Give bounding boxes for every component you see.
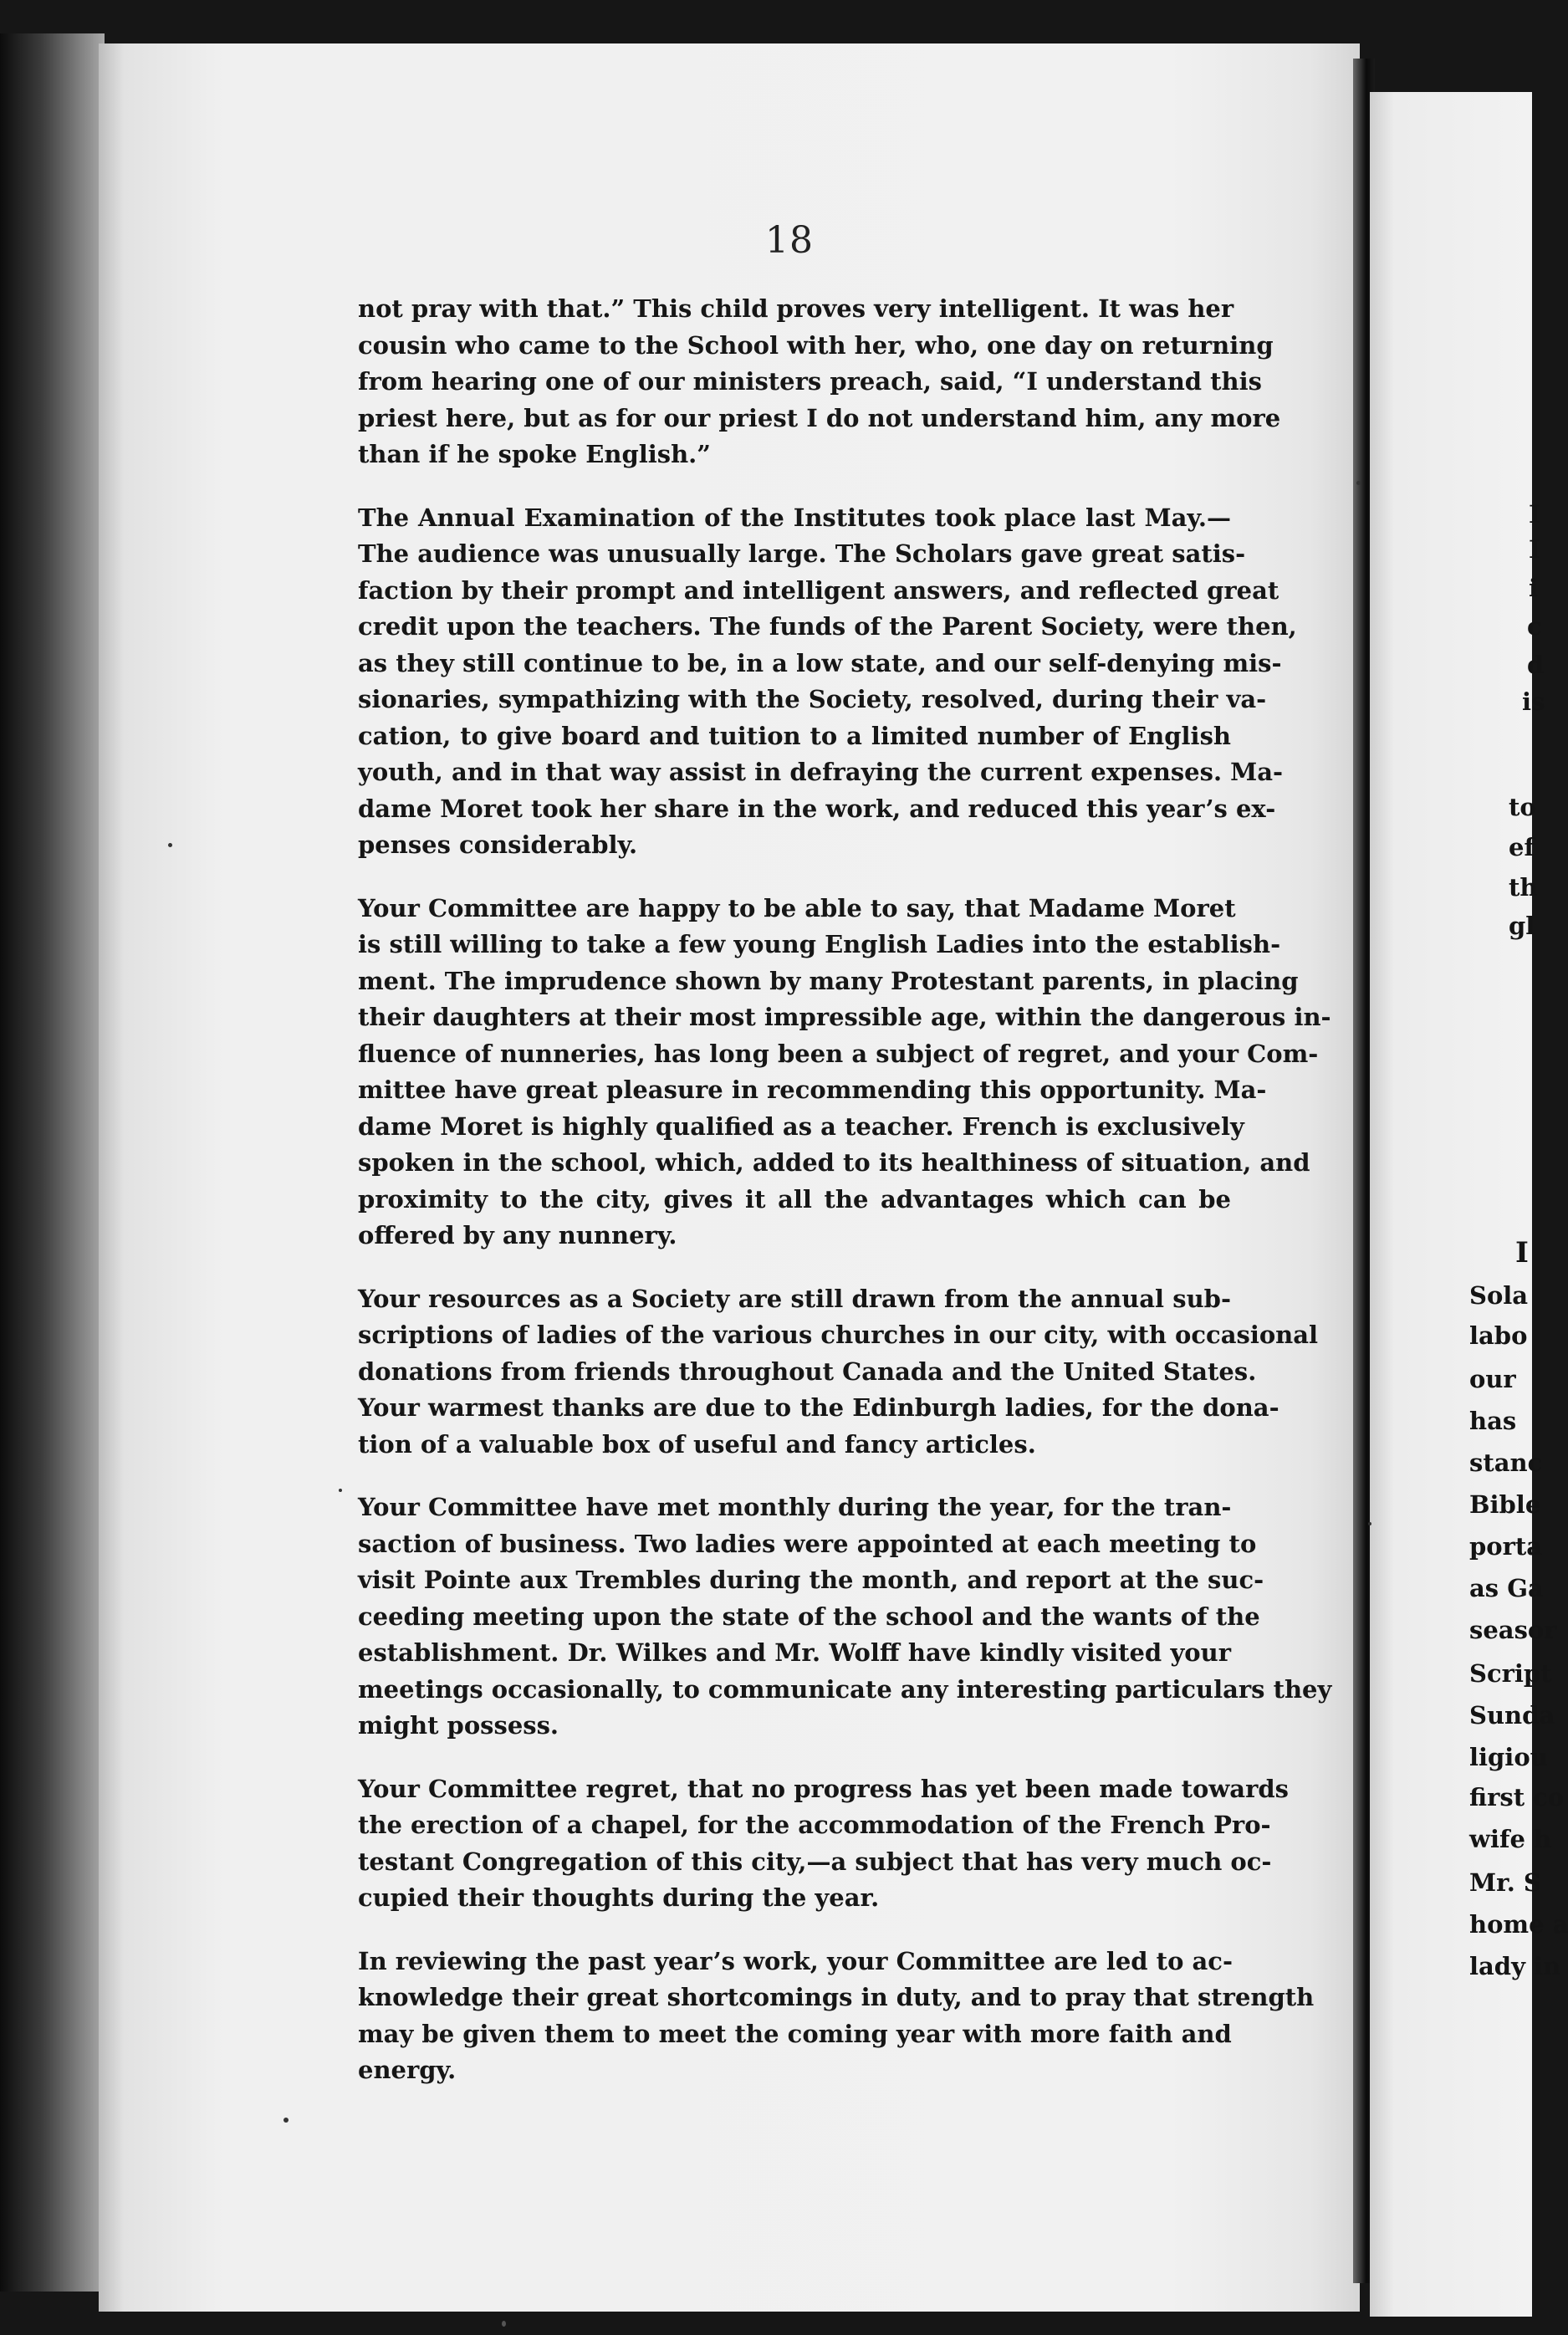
dust-speck — [1356, 481, 1361, 485]
text-line: spoken in the school, which, added to its healthiness of situation, and — [358, 1148, 1310, 1177]
dust-speck — [339, 1489, 342, 1492]
text-line: In reviewing the past year’s work, your Committee are led to ac- — [358, 1946, 1233, 1975]
text-line: establishment. Dr. Wilkes and Mr. Wolff have kindly visited your — [358, 1638, 1231, 1667]
text-line: Your Committee are happy to be able to say, that Madame Moret — [358, 893, 1236, 922]
facing-text-fragment: has — [1469, 1407, 1517, 1435]
text-line: as they still continue to be, in a low state, and our self-denying mis- — [358, 648, 1282, 677]
right-page-edge — [1370, 92, 1532, 2317]
text-line: faction by their prompt and intelligent answers, and reflected great — [358, 575, 1279, 605]
facing-text-fragment: I — [1529, 535, 1540, 564]
facing-text-fragment: lady in — [1469, 1952, 1561, 1980]
text-line: dame Moret is highly qualified as a teacher. French is exclusively — [358, 1111, 1244, 1141]
text-line: not pray with that.” This child proves very intelligent. It was her — [358, 294, 1234, 323]
text-line: ceeding meeting upon the state of the school and the wants of the — [358, 1602, 1260, 1631]
text-line: Your Committee have met monthly during the year, for the tran- — [358, 1493, 1232, 1521]
facing-text-fragment: wife h — [1469, 1825, 1552, 1853]
paragraph — [358, 1771, 1289, 1917]
dust-speck — [1368, 1522, 1371, 1525]
facing-text-fragment: I — [1515, 1236, 1529, 1270]
facing-text-fragment: labo — [1469, 1321, 1528, 1350]
text-line: ment. The imprudence shown by many Protestant parents, in placing — [358, 966, 1299, 995]
facing-text-fragment: Sunda — [1469, 1701, 1555, 1730]
facing-text-fragment: I — [1529, 500, 1540, 529]
facing-text-fragment: Mr. S — [1469, 1868, 1541, 1897]
text-line: the erection of a chapel, for the accommodation of the French Pro- — [358, 1811, 1271, 1839]
text-line: energy. — [358, 2056, 457, 2084]
text-line: Your resources as a Society are still drawn from the annual sub- — [358, 1284, 1231, 1313]
text-line: Your Committee regret, that no progress has yet been made towards — [358, 1774, 1289, 1803]
paragraph — [358, 1489, 1332, 1745]
text-line: cousin who came to the School with her, who, one day on returning — [358, 330, 1274, 360]
text-line: tion of a valuable box of useful and fancy articles. — [358, 1429, 1036, 1459]
text-line: might possess. — [358, 1711, 559, 1740]
text-line: sionaries, sympathizing with the Society, resolved, during their va- — [358, 685, 1267, 713]
paragraph — [358, 1944, 1315, 2089]
text-line: may be given them to meet the coming year with more faith and — [358, 2019, 1232, 2048]
text-line: priest here, but as for our priest I do not understand him, any more — [358, 403, 1281, 432]
paragraph — [358, 891, 1331, 1254]
dust-speck — [168, 843, 172, 847]
facing-text-fragment: Script — [1469, 1659, 1552, 1688]
text-line: cupied their thoughts during the year. — [358, 1883, 880, 1912]
text-line: youth, and in that way assist in defraying the current expenses. Ma- — [358, 758, 1284, 786]
facing-text-fragment: porta — [1469, 1532, 1543, 1561]
paragraph — [358, 1281, 1319, 1464]
facing-text-fragment: home a — [1469, 1910, 1568, 1939]
facing-text-fragment: gl — [1509, 912, 1535, 940]
text-line: dame Moret took her share in the work, and reduced this year’s ex- — [358, 794, 1276, 823]
facing-text-fragment: c — [1527, 612, 1542, 641]
text-line: visit Pointe aux Trembles during the month, and report at the suc- — [358, 1566, 1264, 1594]
text-line: cation, to give board and tuition to a limited number of English — [358, 721, 1231, 750]
facing-text-fragment: to — [1509, 793, 1536, 821]
facing-text-fragment: as Ga — [1469, 1574, 1544, 1602]
text-line: penses considerably. — [358, 830, 638, 859]
paragraph — [358, 291, 1281, 473]
text-line: their daughters at their most impressible age, within the dangerous in- — [358, 1003, 1331, 1031]
text-line: credit upon the teachers. The funds of the Parent Society, were then, — [358, 612, 1297, 641]
text-line: knowledge their great shortcomings in duty, and to pray that strength — [358, 1983, 1315, 2011]
text-line: Your warmest thanks are due to the Edinburgh ladies, for the dona- — [358, 1393, 1279, 1422]
text-line: testant Congregation of this city,—a subject that has very much oc- — [358, 1847, 1272, 1876]
facing-text-fragment: first co — [1469, 1783, 1565, 1811]
facing-text-fragment: ef — [1509, 833, 1535, 861]
text-line: than if he spoke English.” — [358, 440, 711, 468]
text-line: saction of business. Two ladies were appointed at each meeting to — [358, 1529, 1257, 1558]
facing-text-fragment: ligiou — [1469, 1743, 1548, 1771]
text-line: donations from friends throughout Canada and the United States. — [358, 1357, 1257, 1386]
facing-text-fragment: th — [1509, 873, 1538, 902]
text-line: scriptions of ladies of the various churches in our city, with occasional — [358, 1321, 1319, 1349]
facing-text-fragment: Bible — [1469, 1490, 1541, 1519]
dust-speck — [502, 2321, 506, 2327]
paragraph — [358, 500, 1297, 864]
facing-text-fragment: seasor — [1469, 1616, 1557, 1644]
text-line: is still willing to take a few young English Ladies into the establish- — [358, 930, 1281, 958]
left-book-edge — [0, 33, 105, 2292]
dust-speck — [283, 2118, 289, 2123]
text-line: fluence of nunneries, has long been a subject of regret, and your Com- — [358, 1039, 1319, 1068]
text-line: proximity to the city, gives it all the advantages which can be — [358, 1184, 1231, 1213]
scanned-book-spread: 18 not pray with that.” This child proves very intelligent. It was her cousin who came to the School with her, who, one day on returning from hearing one of our ministers preach, said, “I understand this priest here, but as for our priest I do not understand him, any more than if he spoke English.” The Annual Examination of the Institutes took place last May.— The audience was unusually large. The Scholars gave great satis- faction by their prompt and intelligent answers, and reflected great credit upon the teachers. The funds of the Parent Society, were then, as they still continue to be, in a low state, and our self-denying mis- sionaries, sympathizing with the Society, resolved, during their va- cation, to give board and tuition to a limited number of English youth, and in that way assist in defraying the current expenses. Ma- dame Moret took her share in the work, and reduced this year’s ex- penses considerably. Your Committee are happy to be able to say, that Madame Moret is still willing to take a few young English Ladies into the establish- ment. The imprudence shown by many Protestant parents, in placing their daughters at their most impressible age, within the dangerous in- fluence of nunneries, has long been a subject of regret, and your Com- mittee have great pleasure in recommending this opportunity. Ma- dame Moret is highly qualified as a teacher. French is exclusively spoken in the school, which, added to its healthiness of situation, and proximity to the city, gives it all the advantages which can be offered by any nunnery. Your resources as a Society are still drawn from the annual sub- scriptions of ladies of the various churches in our city, with occasional donations from friends throughout Canada and the United States. Your warmest thanks are due to the Edinburgh ladies, for the dona- tion of a valuable box of useful and fancy articles. Your Committee have met monthly during the year, for the tran- saction of business. Two ladies were appointed at each meeting to visit Pointe aux Trembles during the month, and report at the suc- ceeding meeting upon the state of the school and the wants of the establishment. Dr. Wilkes and Mr. Wolff have kindly visited your meetings occasionally, to communicate any interesting particulars they might possess. Your Committee regret, that no progress has yet been made towards the erection of a chapel, for the accommodation of the French Pro- testant Congregation of this city,—a subject that has very much oc- cupied their thoughts during the year. In reviewing the past year’s work, your Committee are led to ac- knowledge their great shortcomings in duty, and to pray that strength may be given them to meet the coming year with more faith and energy. I I i c d is to ef th gl I Sola labo our has stanc Bible porta as Ga seasor Script Sunda ligiou first co wife h Mr. S home a lady in — [0, 0, 1532, 2335]
text-line: The audience was unusually large. The Scholars gave great satis- — [358, 539, 1246, 568]
facing-text-fragment: stanc — [1469, 1449, 1543, 1477]
facing-text-fragment: is — [1522, 687, 1545, 716]
page-body-text — [358, 291, 1332, 2116]
text-line: meetings occasionally, to communicate any interesting particulars they — [358, 1674, 1332, 1704]
facing-text-fragment: i — [1529, 574, 1539, 602]
text-line: mittee have great pleasure in recommending this opportunity. Ma- — [358, 1076, 1267, 1104]
facing-text-fragment: d — [1527, 651, 1545, 679]
text-line: The Annual Examination of the Institutes took place last May.— — [358, 503, 1231, 532]
text-line: offered by any nunnery. — [358, 1221, 677, 1249]
facing-text-fragment: Sola — [1469, 1281, 1529, 1310]
text-line: from hearing one of our ministers preach, said, “I understand this — [358, 367, 1262, 396]
facing-text-fragment: our — [1469, 1365, 1516, 1393]
